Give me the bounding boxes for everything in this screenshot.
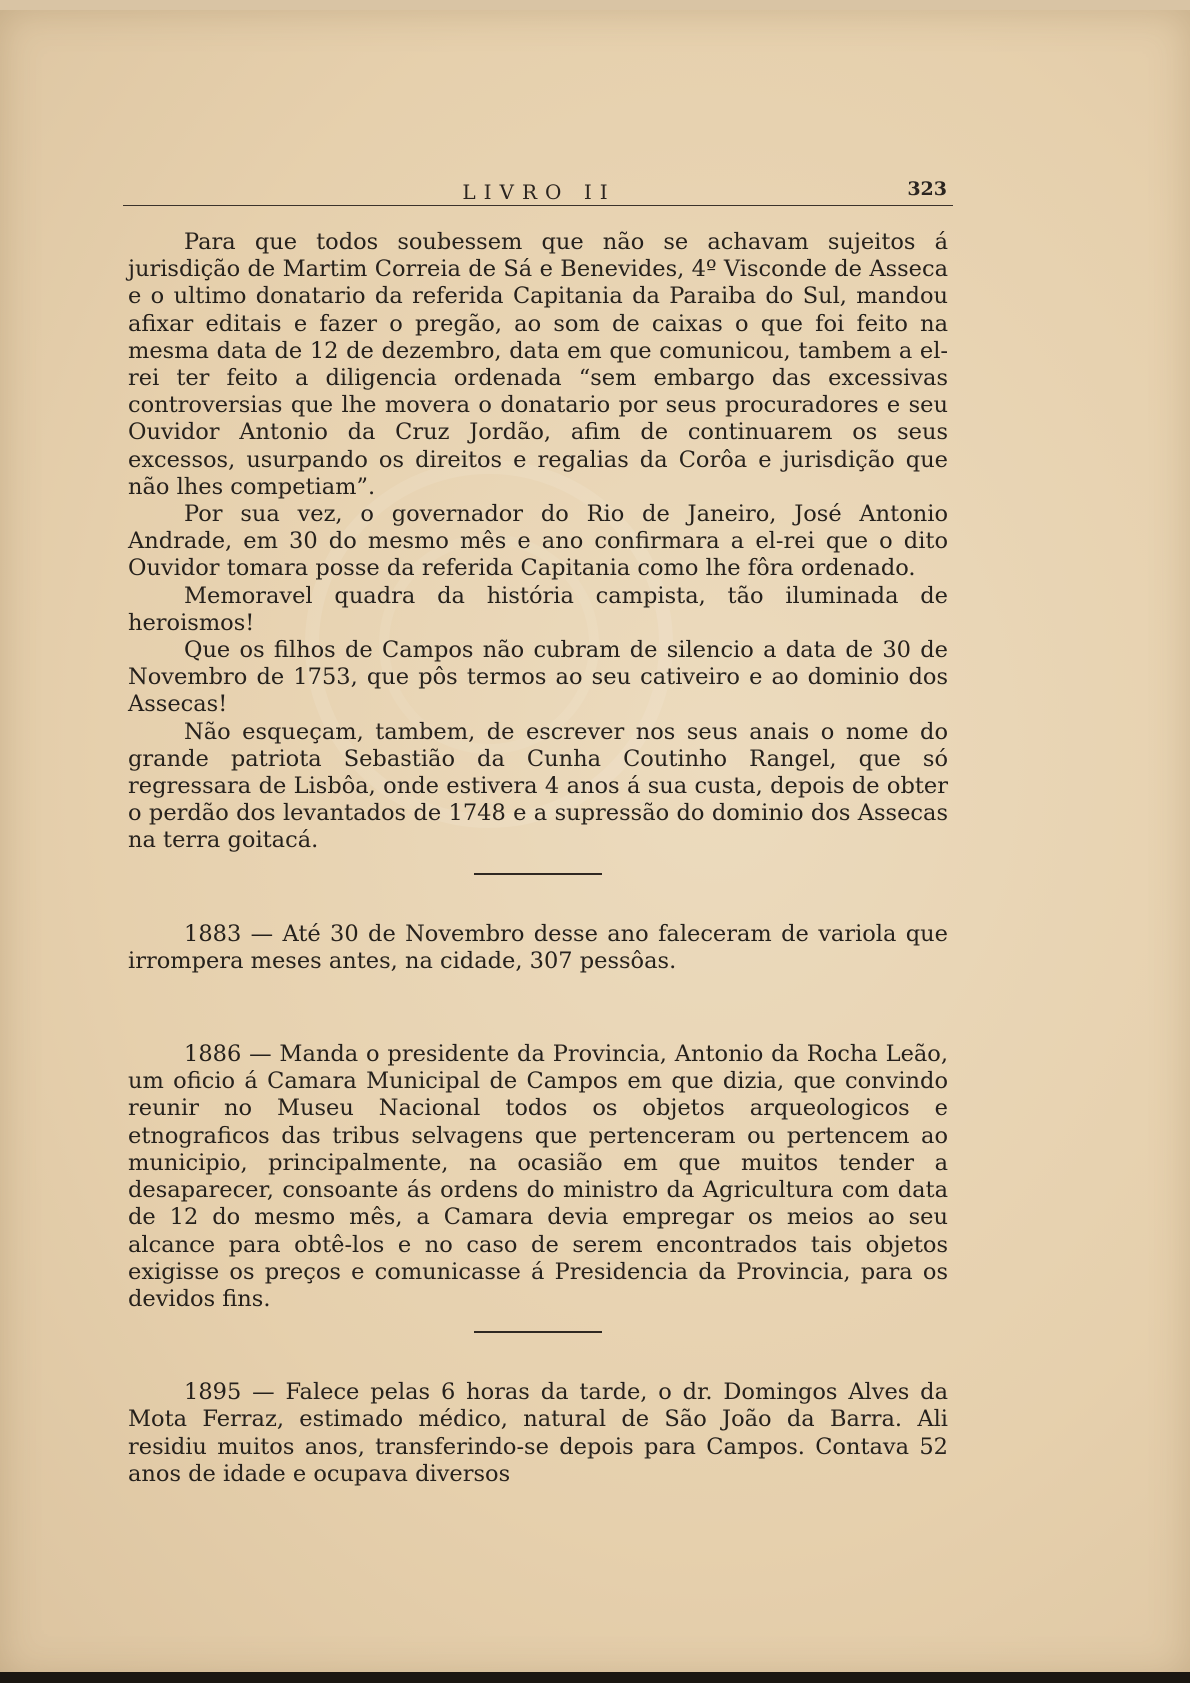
paragraph: Não esqueçam, tambem, de escrever nos seus anais o nome do grande patriota Sebastião da Cunha Coutinho Rangel, que só regressara de Lisbôa, onde estivera 4 anos á sua custa, depois de obter o perdão dos levantados de 1748 e a supressão do dominio dos Assecas na terra goitacá. — [128, 718, 948, 854]
paragraph: Para que todos soubessem que não se achavam sujeitos á jurisdição de Martim Correia de Sá e Benevides, 4º Visconde de Asseca e o ultimo donatario da referida Capitania da Paraiba do Sul, mandou afixar editais e fazer o pregão, ao som de caixas o que foi feito na mesma data de 12 de dezembro, data em que comunicou, tambem a el-rei ter feito a diligencia ordenada “sem embargo das excessivas controversias que lhe movera o donatario por seus procuradores e seu Ouvidor Antonio da Cruz Jordão, afim de continuarem os seus excessos, usurpando os direitos e regalias da Corôa e jurisdição que não lhes competiam”. — [128, 229, 948, 500]
paragraph: Memoravel quadra da história campista, tão iluminada de heroismos! — [128, 582, 948, 636]
paragraph-1895: 1895 — Falece pelas 6 horas da tarde, o dr. Domingos Alves da Mota Ferraz, estimado médico, natural de São João da Barra. Ali residiu muitos anos, transferindo-se depois para Campos. Contava 52 anos de idade e ocupava diversos — [128, 1379, 948, 1487]
separator-rule — [474, 873, 602, 875]
running-title: LIVRO II — [462, 180, 616, 204]
section-separator — [128, 855, 948, 921]
section-gap — [128, 975, 948, 1041]
header-rule — [123, 205, 953, 206]
body-text — [128, 229, 948, 1488]
paragraph: Por sua vez, o governador do Rio de Janeiro, José Antonio Andrade, em 30 do mesmo mês e ano confirmara a el-rei que o dito Ouvidor tomara posse da referida Capitania como lhe fôra ordenado. — [128, 501, 948, 582]
page-number: 323 — [907, 178, 947, 200]
paragraph-1883: 1883 — Até 30 de Novembro desse ano faleceram de variola que irrompera meses antes, na cidade, 307 pessôas. — [128, 920, 948, 974]
page-header — [123, 172, 955, 206]
section-separator — [128, 1313, 948, 1379]
page-bottom-edge — [0, 1672, 1190, 1683]
paragraph-1886: 1886 — Manda o presidente da Provincia, Antonio da Rocha Leão, um oficio á Camara Municipal de Campos em que dizia, que convindo reunir no Museu Nacional todos os objetos arqueologicos e etnograficos das tribus selvagens que pertenceram ou pertencem ao municipio, principalmente, na ocasião em que muitos tender a desaparecer, consoante ás ordens do ministro da Agricultura com data de 12 do mesmo mês, a Camara devia empregar os meios ao seu alcance para obtê-los e no caso de serem encontrados tais objetos exigisse os preços e comunicasse á Presidencia da Provincia, para os devidos fins. — [128, 1041, 948, 1312]
paragraph: Que os filhos de Campos não cubram de silencio a data de 30 de Novembro de 1753, que pôs termos ao seu cativeiro e ao dominio dos Assecas! — [128, 637, 948, 718]
separator-rule — [474, 1331, 602, 1333]
